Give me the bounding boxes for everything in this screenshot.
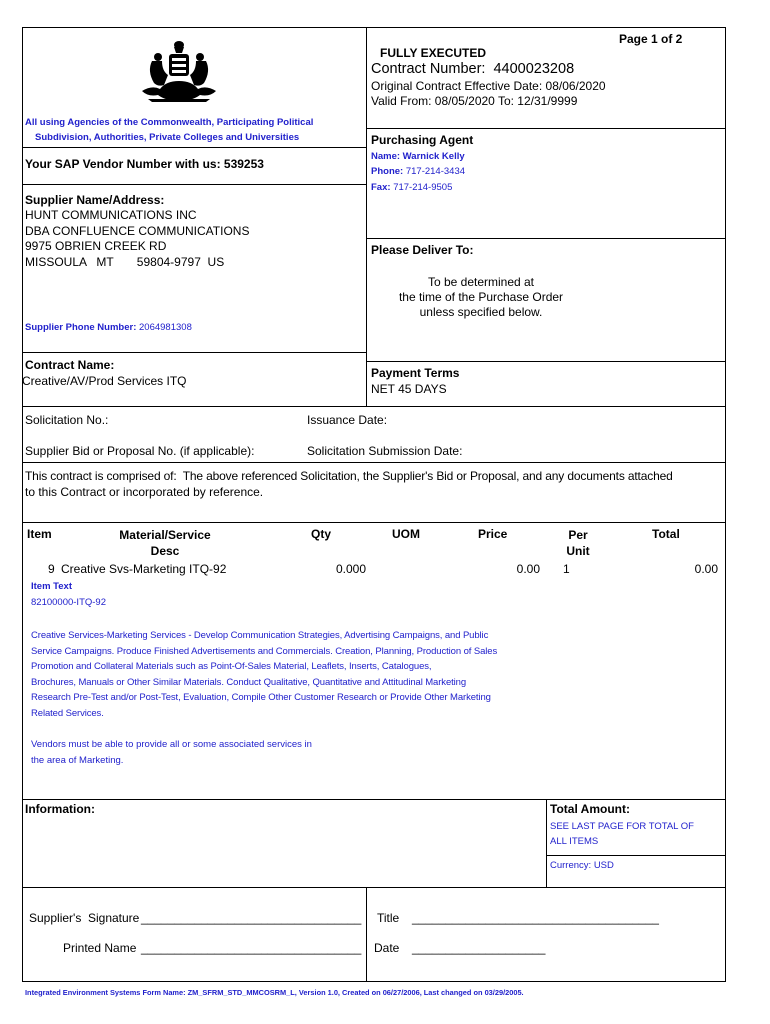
vendors-note-line-2: the area of Marketing. <box>31 754 124 766</box>
supplier-signature-label: Supplier's Signature <box>29 911 140 925</box>
outer-top-border <box>22 27 726 28</box>
payment-terms-title: Payment Terms <box>371 366 460 380</box>
title-field[interactable]: _____________________________________ <box>412 911 659 925</box>
col-header-total: Total <box>652 527 680 541</box>
supplier-signature-field[interactable]: _________________________________ <box>141 911 362 925</box>
row-price: 0.00 <box>516 562 540 576</box>
item-description-line-6: Related Services. <box>31 707 104 719</box>
supplier-divider <box>22 352 367 353</box>
item-description-line-3: Promotion and Collateral Materials such as Point-Of-Sales Material, Leaflets, Inserts, Catalogues, <box>31 661 432 673</box>
col-header-per-line-2: Unit <box>566 544 590 558</box>
comprised-line-2: to this Contract or incorporated by reference. <box>25 485 264 499</box>
supplier-bid-no: Supplier Bid or Proposal No. (if applicable): <box>25 444 255 458</box>
fully-executed-label: FULLY EXECUTED <box>380 46 487 60</box>
agent-fax <box>371 182 452 193</box>
col-header-qty: Qty <box>311 527 332 541</box>
col-header-material-line-2: Desc <box>150 544 180 558</box>
header-row-divider <box>366 128 726 129</box>
outer-left-border <box>22 27 23 982</box>
row-total: 0.00 <box>694 562 718 576</box>
row-item-number: 9 <box>48 562 55 576</box>
printed-name-label: Printed Name <box>63 941 137 955</box>
commonwealth-seal-icon <box>138 37 220 103</box>
row-qty: 0.000 <box>336 562 367 576</box>
title-label: Title <box>377 911 400 925</box>
supplier-line-3: 9975 OBRIEN CREEK RD <box>25 239 167 253</box>
agent-phone-value: 717-214-3434 <box>405 166 466 177</box>
supplier-line-2: DBA CONFLUENCE COMMUNICATIONS <box>25 224 250 238</box>
form-footer: Integrated Environment Systems Form Name: ZM_SFRM_STD_MMCOSRM_L, Version 1.0, Created on 06/27/2006, Last changed on 03/29/2005. <box>25 988 524 997</box>
comprised-divider <box>22 522 726 523</box>
agent-name: Name: Warnick Kelly <box>371 151 465 162</box>
supplier-phone <box>25 322 192 333</box>
deliver-title: Please Deliver To: <box>371 243 474 257</box>
row-description: Creative Svs-Marketing ITQ-92 <box>61 562 227 576</box>
item-text-label: Item Text <box>31 581 73 592</box>
date-label: Date <box>374 941 400 955</box>
agent-fax-label: Fax: <box>371 182 391 193</box>
contract-name-value: Creative/AV/Prod Services ITQ <box>22 374 187 388</box>
submission-date: Solicitation Submission Date: <box>307 444 463 458</box>
date-field[interactable]: ____________________ <box>412 941 546 955</box>
supplier-line-4: MISSOULA MT 59804-9797 US <box>25 255 225 269</box>
col-header-item: Item <box>27 527 52 541</box>
signature-column-divider <box>366 887 367 982</box>
purchasing-agent-title: Purchasing Agent <box>371 133 474 147</box>
total-currency-divider <box>546 855 726 856</box>
sap-divider-bottom <box>22 184 367 185</box>
supplier-line-1: HUNT COMMUNICATIONS INC <box>25 208 197 222</box>
info-divider <box>22 887 726 888</box>
col-header-material <box>100 527 230 559</box>
total-amount-note-1: SEE LAST PAGE FOR TOTAL OF <box>550 821 694 832</box>
item-description-line-5: Research Pre-Test and/or Post-Test, Evaluation, Compile Other Customer Research or Provide Other Marketing <box>31 692 491 704</box>
total-amount-title: Total Amount: <box>550 802 630 816</box>
original-effective-date: Original Contract Effective Date: 08/06/2020 <box>371 79 606 93</box>
deliver-line-1: To be determined at <box>427 275 535 289</box>
supplier-title: Supplier Name/Address: <box>25 193 165 207</box>
deliver-divider <box>366 361 726 362</box>
sap-vendor-number: Your SAP Vendor Number with us: 539253 <box>25 157 264 171</box>
agencies-line-1: All using Agencies of the Commonwealth, Participating Political <box>25 117 314 128</box>
item-description-line-4: Brochures, Manuals or Other Similar Materials. Conduct Qualitative, Quantitative and Attitudinal Marketing <box>31 676 467 688</box>
header-column-divider <box>366 27 367 407</box>
supplier-phone-label: Supplier Phone Number: <box>25 322 137 333</box>
solicitation-divider <box>22 462 726 463</box>
item-description-block <box>31 628 497 722</box>
comprised-line-1: This contract is comprised of: The above referenced Solicitation, the Supplier's Bid or Proposal, and any documents attached <box>25 469 673 483</box>
outer-right-border <box>725 27 726 982</box>
items-divider <box>22 799 726 800</box>
row-per-unit: 1 <box>563 562 570 576</box>
col-header-uom: UOM <box>392 527 420 541</box>
deliver-line-2: the time of the Purchase Order <box>398 290 564 304</box>
col-header-price: Price <box>478 527 508 541</box>
agent-fax-value: 717-214-9505 <box>393 182 453 193</box>
vendors-note <box>31 737 312 768</box>
issuance-date: Issuance Date: <box>307 413 388 427</box>
supplier-phone-value: 2064981308 <box>139 322 192 333</box>
total-amount-note-2: ALL ITEMS <box>550 836 599 847</box>
agencies-line-2: Subdivision, Authorities, Private Colleges and Universities <box>35 132 300 143</box>
item-description-line-1: Creative Services-Marketing Services - Develop Communication Strategies, Advertising Campaigns, and Public <box>31 630 489 641</box>
page-indicator: Page 1 of 2 <box>619 32 683 46</box>
contract-number: Contract Number: 4400023208 <box>371 61 575 77</box>
deliver-line-3: unless specified below. <box>419 305 543 319</box>
agent-divider <box>366 238 726 239</box>
contract-name-title: Contract Name: <box>25 358 115 372</box>
printed-name-field[interactable]: _________________________________ <box>141 941 362 955</box>
currency: Currency: USD <box>550 860 614 871</box>
contract-divider <box>22 406 726 407</box>
agent-phone <box>371 166 465 177</box>
payment-terms-value: NET 45 DAYS <box>371 382 447 396</box>
item-description-line-2: Service Campaigns. Produce Finished Advertisements and Commercials. Creation, Planning, Production of Sales <box>31 645 498 657</box>
col-header-per-unit <box>558 527 598 559</box>
item-code: 82100000-ITQ-92 <box>31 597 106 608</box>
information-title: Information: <box>25 802 95 816</box>
outer-bottom-border <box>22 981 726 982</box>
valid-dates: Valid From: 08/05/2020 To: 12/31/9999 <box>371 94 578 108</box>
solicitation-no: Solicitation No.: <box>25 413 109 427</box>
col-header-material-line-1: Material/Service <box>119 528 211 542</box>
info-column-divider <box>546 799 547 888</box>
sap-divider-top <box>22 147 367 148</box>
agent-phone-label: Phone: <box>371 166 404 177</box>
col-header-per-line-1: Per <box>568 528 588 542</box>
vendors-note-line-1: Vendors must be able to provide all or some associated services in <box>31 739 312 750</box>
